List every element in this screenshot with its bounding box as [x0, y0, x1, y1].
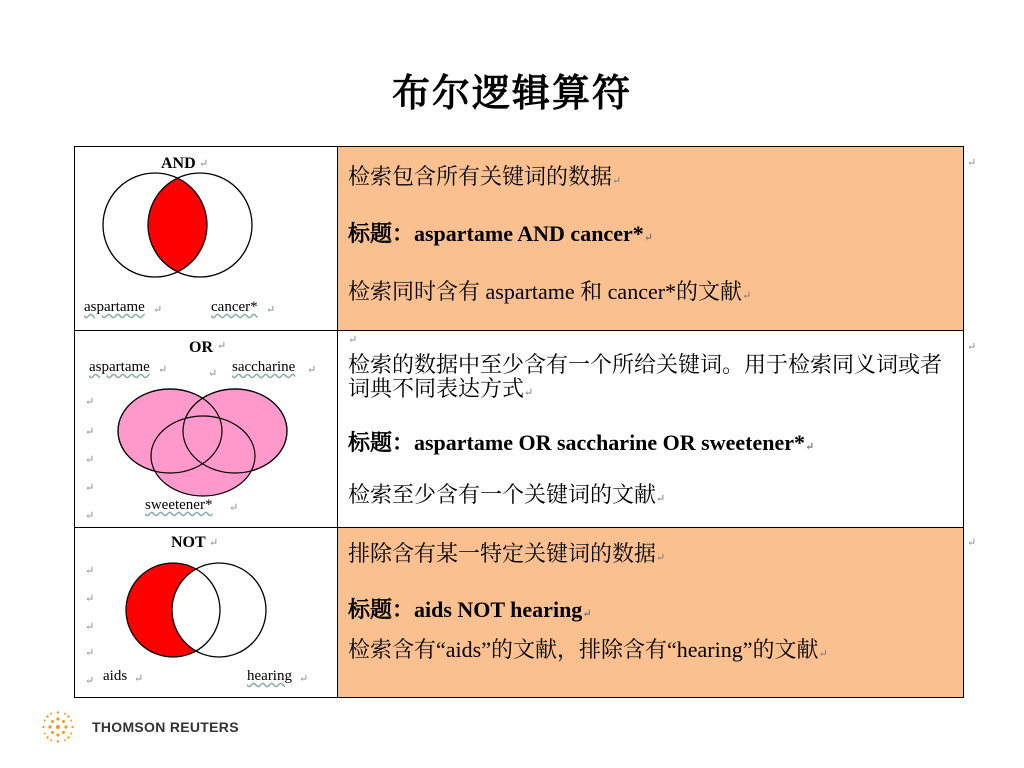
- or-description-cell: ↵ 检索的数据中至少含有一个所给关键词。用于检索同义词或者词典不同表达方式↵ 标题：aspartame OR saccharine OR sweetener*↵ 检索至少含有一个关键词的文献↵: [337, 330, 964, 528]
- not-operator-label: NOT: [171, 534, 206, 551]
- not-explanation: 检索含有“aids”的文献，排除含有“hearing”的文献: [348, 637, 819, 662]
- and-label-aspartame: aspartame: [84, 299, 145, 315]
- not-label-aids: aids: [103, 668, 128, 684]
- or-explanation: 检索至少含有一个关键词的文献: [348, 482, 657, 507]
- not-example-query: 标题：aids NOT hearing: [348, 597, 583, 622]
- thomson-reuters-logo-text: THOMSON REUTERS: [92, 719, 239, 735]
- or-description: 检索的数据中至少含有一个所给关键词。用于检索同义词或者词典不同表达方式: [348, 352, 943, 401]
- and-venn-cell: AND ↵ aspartame ↵ cancer* ↵: [74, 146, 338, 331]
- thomson-reuters-sphere-icon: [38, 710, 78, 744]
- or-venn-cell: OR ↵ aspartame ↵ ↵ saccharine ↵ ↵ ↵ ↵ ↵ ↵ sweetener* ↵: [74, 330, 338, 528]
- or-operator-label: OR: [189, 339, 213, 356]
- and-operator-label: AND: [161, 155, 196, 172]
- and-explanation: 检索同时含有 aspartame 和 cancer*的文献: [348, 279, 743, 304]
- and-description-cell: 检索包含所有关键词的数据↵ 标题：aspartame AND cancer*↵ 检索同时含有 aspartame 和 cancer*的文献↵: [337, 146, 964, 331]
- or-label-sweetener: sweetener*: [145, 497, 213, 513]
- or-example-query: 标题：aspartame OR saccharine OR sweetener*: [348, 430, 806, 455]
- not-description: 排除含有某一特定关键词的数据: [348, 541, 657, 566]
- or-label-aspartame: aspartame: [89, 359, 150, 375]
- thomson-reuters-logo: [38, 710, 328, 744]
- and-example-query: 标题：aspartame AND cancer*: [348, 221, 644, 246]
- not-label-hearing: hearing: [247, 668, 292, 684]
- not-description-cell: 排除含有某一特定关键词的数据↵ 标题：aids NOT hearing↵ 检索含有“aids”的文献，排除含有“hearing”的文献↵: [337, 527, 964, 698]
- page-title: 布尔逻辑算符: [391, 73, 632, 115]
- boolean-operators-table: [74, 146, 964, 698]
- and-label-cancer: cancer*: [211, 299, 258, 315]
- or-label-saccharine: saccharine: [232, 359, 296, 375]
- not-venn-cell: NOT ↵ ↵ ↵ ↵ ↵ ↵ aids ↵ hearing ↵: [74, 527, 338, 698]
- and-description: 检索包含所有关键词的数据: [348, 164, 613, 189]
